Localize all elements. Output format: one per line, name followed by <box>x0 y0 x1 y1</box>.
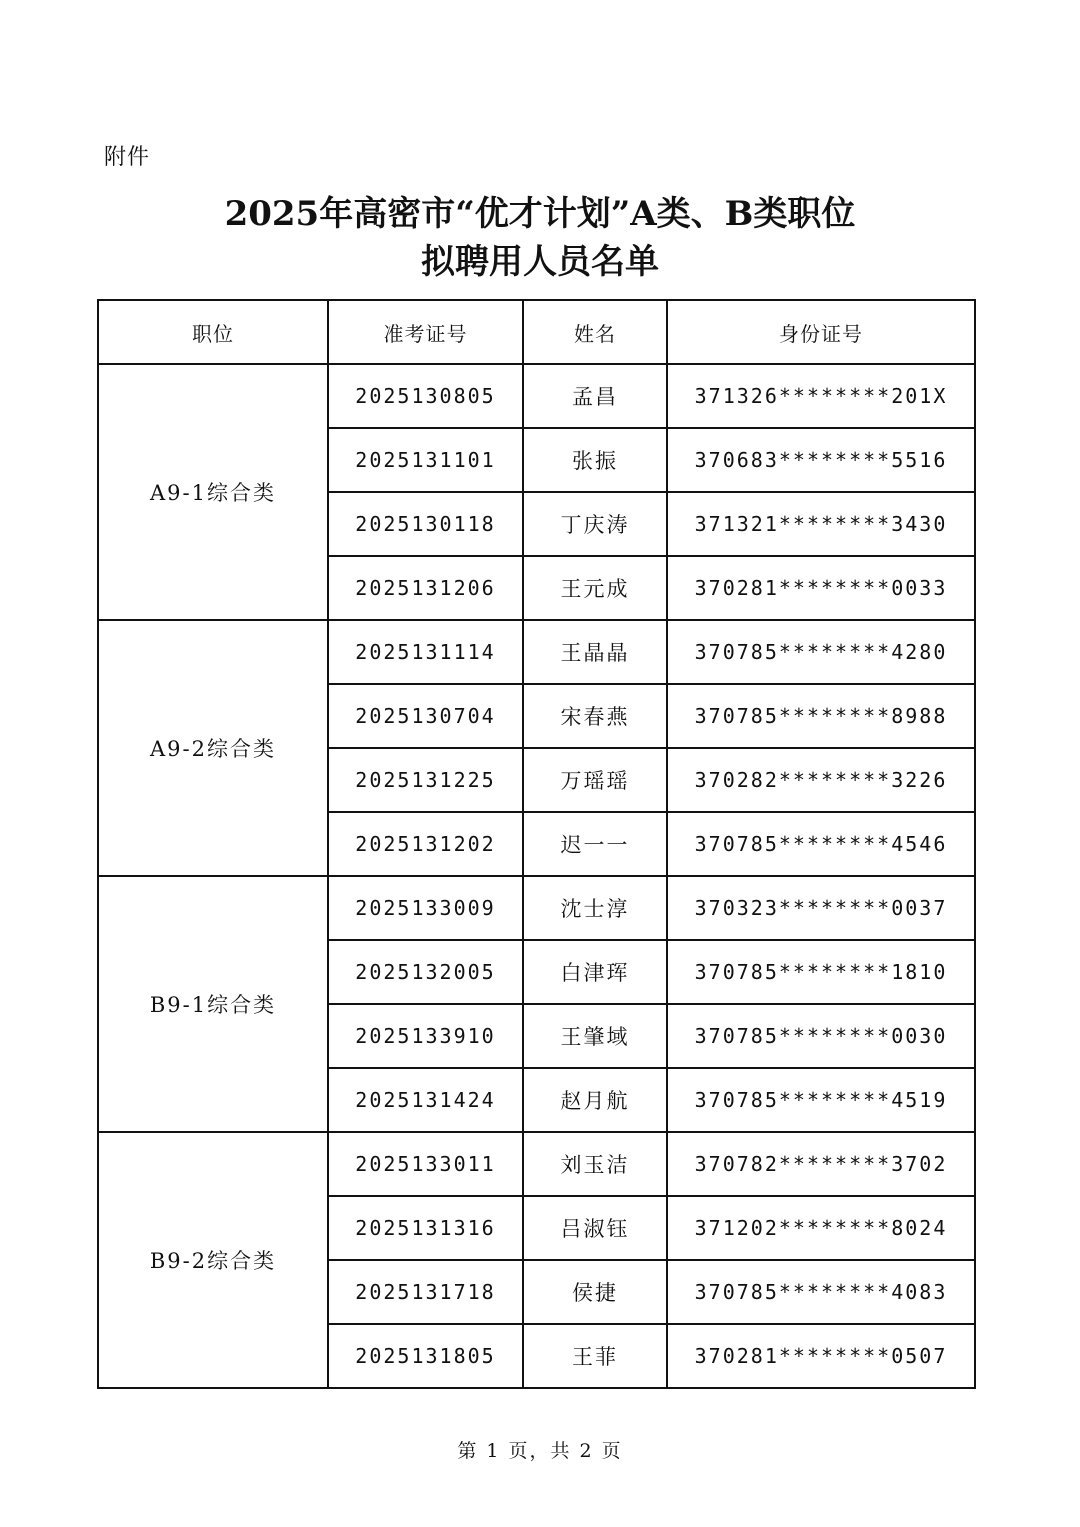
name-cell: 侯捷 <box>523 1260 667 1324</box>
exam-number-cell: 2025130704 <box>328 684 523 748</box>
header-row <box>98 300 975 364</box>
exam-number-cell: 2025131202 <box>328 812 523 876</box>
header-name: 姓名 <box>523 300 667 364</box>
header-exam-number: 准考证号 <box>328 300 523 364</box>
page-footer: 第 1 页，共 2 页 <box>457 1440 623 1462</box>
name-cell: 王菲 <box>523 1324 667 1388</box>
id-number-cell: 370281********0507 <box>667 1324 975 1388</box>
exam-number-cell: 2025130118 <box>328 492 523 556</box>
header-position: 职位 <box>98 300 328 364</box>
position-cell: B9-1综合类 <box>98 876 328 1132</box>
id-number-cell: 370785********4280 <box>667 620 975 684</box>
name-cell: 丁庆涛 <box>523 492 667 556</box>
exam-number-cell: 2025131718 <box>328 1260 523 1324</box>
name-cell: 吕淑钰 <box>523 1196 667 1260</box>
name-cell: 沈士淳 <box>523 876 667 940</box>
position-cell: A9-1综合类 <box>98 364 328 620</box>
exam-number-cell: 2025131114 <box>328 620 523 684</box>
position-cell: B9-2综合类 <box>98 1132 328 1388</box>
exam-number-cell: 2025130805 <box>328 364 523 428</box>
exam-number-cell: 2025131424 <box>328 1068 523 1132</box>
table-header <box>98 300 975 364</box>
attachment-label: 附件 <box>104 145 151 170</box>
exam-number-cell: 2025132005 <box>328 940 523 1004</box>
id-number-cell: 370785********0030 <box>667 1004 975 1068</box>
document-title-line-1: 2025年高密市“优才计划”A类、B类职位 <box>224 194 856 234</box>
name-cell: 刘玉洁 <box>523 1132 667 1196</box>
name-cell: 万瑶瑶 <box>523 748 667 812</box>
id-number-cell: 370683********5516 <box>667 428 975 492</box>
id-number-cell: 370785********4519 <box>667 1068 975 1132</box>
name-cell: 白津珲 <box>523 940 667 1004</box>
id-number-cell: 370281********0033 <box>667 556 975 620</box>
table-row <box>98 876 975 940</box>
id-number-cell: 370785********4083 <box>667 1260 975 1324</box>
exam-number-cell: 2025131101 <box>328 428 523 492</box>
exam-number-cell: 2025131316 <box>328 1196 523 1260</box>
header-id-number: 身份证号 <box>667 300 975 364</box>
document-title-line-2: 拟聘用人员名单 <box>421 242 659 282</box>
id-number-cell: 370323********0037 <box>667 876 975 940</box>
exam-number-cell: 2025131225 <box>328 748 523 812</box>
id-number-cell: 371202********8024 <box>667 1196 975 1260</box>
table-row <box>98 1132 975 1196</box>
name-cell: 迟一一 <box>523 812 667 876</box>
exam-number-cell: 2025131206 <box>328 556 523 620</box>
exam-number-cell: 2025133009 <box>328 876 523 940</box>
exam-number-cell: 2025133910 <box>328 1004 523 1068</box>
table-body <box>98 364 975 1388</box>
table-row <box>98 364 975 428</box>
name-cell: 王元成 <box>523 556 667 620</box>
position-cell: A9-2综合类 <box>98 620 328 876</box>
id-number-cell: 370782********3702 <box>667 1132 975 1196</box>
id-number-cell: 370785********8988 <box>667 684 975 748</box>
hiring-roster-table <box>97 299 976 1389</box>
id-number-cell: 371321********3430 <box>667 492 975 556</box>
id-number-cell: 371326********201X <box>667 364 975 428</box>
id-number-cell: 370785********4546 <box>667 812 975 876</box>
name-cell: 宋春燕 <box>523 684 667 748</box>
name-cell: 王晶晶 <box>523 620 667 684</box>
name-cell: 赵月航 <box>523 1068 667 1132</box>
exam-number-cell: 2025133011 <box>328 1132 523 1196</box>
name-cell: 孟昌 <box>523 364 667 428</box>
exam-number-cell: 2025131805 <box>328 1324 523 1388</box>
name-cell: 张振 <box>523 428 667 492</box>
table-row <box>98 620 975 684</box>
name-cell: 王肇域 <box>523 1004 667 1068</box>
id-number-cell: 370785********1810 <box>667 940 975 1004</box>
id-number-cell: 370282********3226 <box>667 748 975 812</box>
